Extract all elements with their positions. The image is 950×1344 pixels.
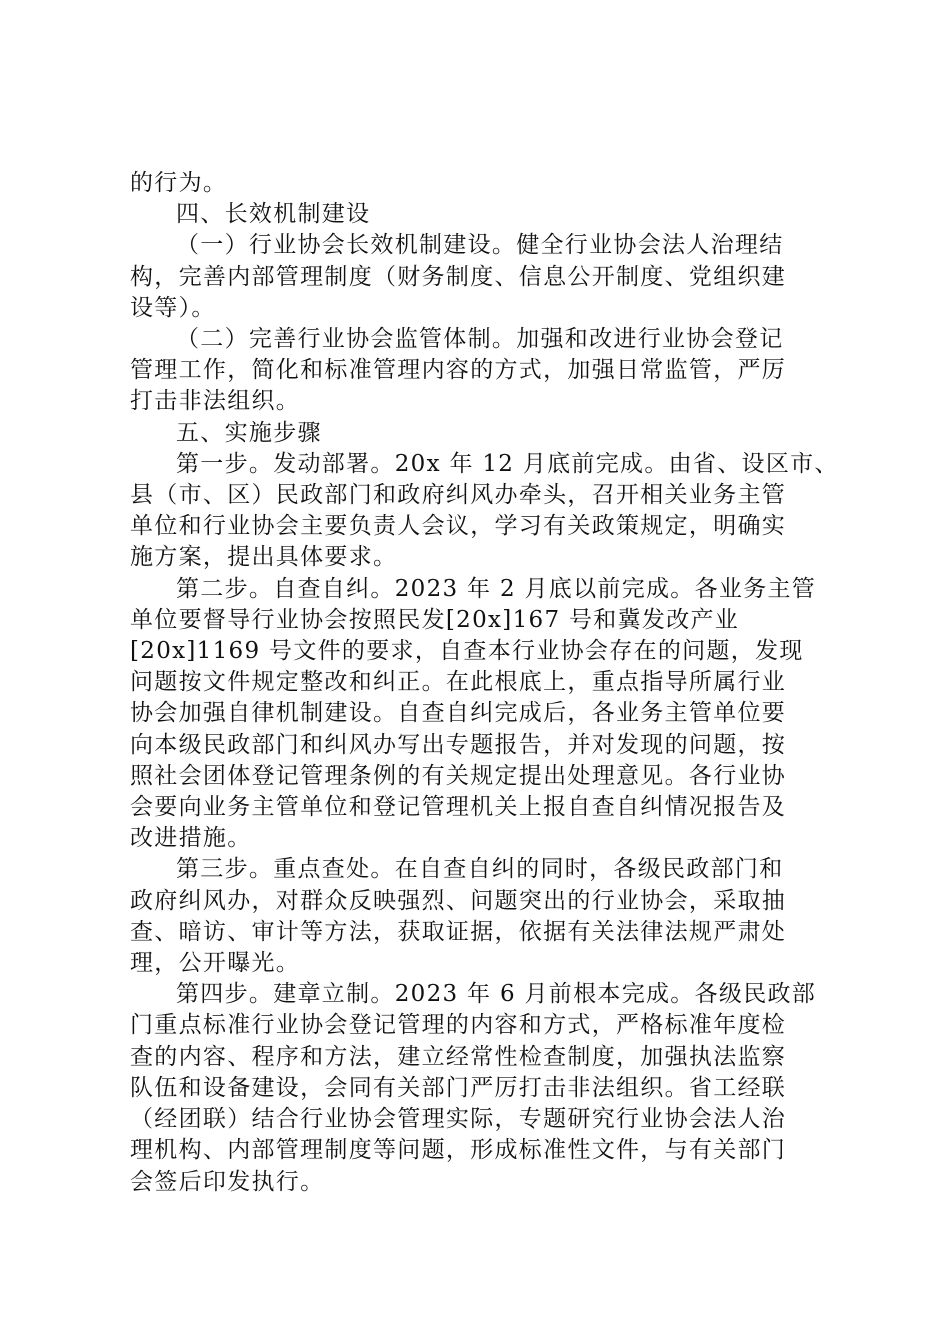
text-line: 向本级民政部门和纠风办写出专题报告，并对发现的问题，按 [130, 731, 787, 758]
text-line: 第四步。建章立制。2023 年 6 月前根本完成。各级民政部 [176, 981, 817, 1008]
paragraph-step-2 [130, 574, 820, 855]
text-line: 会要向业务主管单位和登记管理机关上报自查自纠情况报告及 [130, 794, 787, 821]
text-line: 队伍和设备建设，会同有关部门严厉打击非法组织。省工经联 [130, 1074, 787, 1101]
text-line: 照社会团体登记管理条例的有关规定提出处理意见。各行业协 [130, 762, 787, 789]
section-heading-4 [130, 199, 820, 230]
text-line: 管理工作，简化和标准管理内容的方式，加强日常监管，严厉 [130, 357, 787, 384]
text-line: 理，公开曝光。 [130, 950, 301, 977]
text-line: 第一步。发动部署。20x 年 12 月底前完成。由省、设区市、 [176, 450, 839, 477]
text-line: （一）行业协会长效机制建设。健全行业协会法人治理结 [176, 232, 784, 259]
text-line: 单位要督导行业协会按照民发[20x]167 号和冀发改产业 [130, 606, 740, 633]
text-line: 构，完善内部管理制度（财务制度、信息公开制度、党组织建 [130, 263, 787, 290]
text-line: 查的内容、程序和方法，建立经常性检查制度，加强执法监察 [130, 1043, 787, 1070]
text-line: 设等）。 [130, 294, 216, 321]
heading-text: 五、实施步骤 [176, 419, 322, 446]
text-line: 的行为。 [130, 170, 228, 196]
paragraph-step-4 [130, 979, 820, 1197]
text-line: 理机构、内部管理制度等问题，形成标准性文件，与有关部门 [130, 1137, 787, 1164]
text-line: 第三步。重点查处。在自查自纠的同时，各级民政部门和 [176, 856, 784, 883]
paragraph-continuation [130, 168, 820, 199]
section-heading-5 [130, 418, 820, 449]
paragraph-4-2 [130, 324, 820, 418]
paragraph-4-1 [130, 230, 820, 324]
text-line: 查、暗访、审计等方法，获取证据，依据有关法律法规严肃处 [130, 918, 787, 945]
text-line: 县（市、区）民政部门和政府纠风办牵头，召开相关业务主管 [130, 482, 787, 509]
document-page [130, 168, 839, 1198]
text-line: （二）完善行业协会监管体制。加强和改进行业协会登记 [176, 326, 784, 353]
paragraph-step-3 [130, 854, 820, 979]
paragraph-step-1 [130, 449, 839, 574]
text-line: 改进措施。 [130, 825, 252, 852]
text-line: 施方案，提出具体要求。 [130, 544, 398, 571]
text-line: 单位和行业协会主要负责人会议，学习有关政策规定，明确实 [130, 513, 787, 540]
text-line: 第二步。自查自纠。2023 年 2 月底以前完成。各业务主管 [176, 575, 817, 602]
text-line: 政府纠风办，对群众反映强烈、问题突出的行业协会，采取抽 [130, 887, 787, 914]
text-line: （经团联）结合行业协会管理实际，专题研究行业协会法人治 [130, 1106, 787, 1133]
text-line: 门重点标准行业协会登记管理的内容和方式，严格标准年度检 [130, 1012, 787, 1039]
text-line: 协会加强自律机制建设。自查自纠完成后，各业务主管单位要 [130, 700, 787, 727]
text-line: [20x]1169 号文件的要求，自查本行业协会存在的问题，发现 [130, 638, 804, 665]
text-line: 打击非法组织。 [130, 388, 301, 415]
text-line: 会签后印发执行。 [130, 1168, 325, 1195]
text-line: 问题按文件规定整改和纠正。在此根底上，重点指导所属行业 [130, 669, 787, 696]
heading-text: 四、长效机制建设 [176, 201, 371, 228]
